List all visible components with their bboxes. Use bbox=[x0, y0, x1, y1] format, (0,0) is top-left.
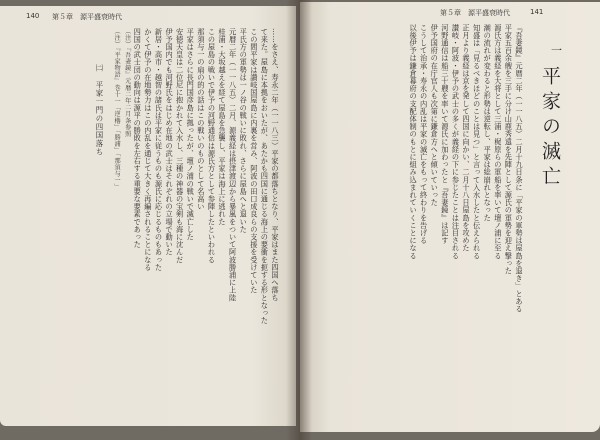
chapter-title: 平家の滅亡 bbox=[539, 66, 561, 191]
text-column: かくて伊予の在地勢力はこの内乱を通じて大きく再編されることになる bbox=[143, 28, 153, 272]
text-column: 平家はさらに長門国彦島に拠ったが、壇ノ浦の戦いで滅亡した bbox=[186, 28, 196, 241]
left-page-number: 140 bbox=[26, 12, 40, 20]
text-column: 讃岐・阿波・伊予の武士の多くが義経の下に参じたことは注目される bbox=[451, 24, 461, 260]
text-column: 源氏方は義経を大将として三浦・梶原らの軍船を率いて壇ノ浦に至る bbox=[493, 24, 503, 260]
text-column: 安徳天皇は二位尼に抱かれて入水し、三種の神器の宝剣も海に沈んだ bbox=[175, 28, 185, 264]
chapter-number: 一 bbox=[551, 44, 562, 57]
text-column: 知盛は「見るべきほどのことは見つ」と言って入水したと伝えられる bbox=[472, 24, 482, 260]
left-page bbox=[0, 6, 296, 426]
text-column: こうして治承・寿永の内乱は平家の滅亡をもって終わりを告げる bbox=[419, 24, 429, 245]
text-column: 正月より義経は京を発して四国に向かい、二月十八日屋島を攻めた bbox=[462, 24, 472, 252]
text-column: て来た。屋島に本拠をおいたが、あたかも四国に通じる海上の要衝を扼する形となった bbox=[260, 28, 270, 325]
text-column: この間平家は讃岐国屋島に内裏を営み、阿波の田口成良らの支援を受けていた bbox=[249, 28, 259, 294]
text-column: ……をさえ、寿永二年（一一八三）平家の都落ちとなり、平家はまた四国へ落ち bbox=[271, 28, 280, 302]
text-column: 那須与一の扇の的の話はこの戦いのものとして名高い bbox=[196, 28, 206, 211]
text-column: 伊予国内でも河野氏をはじめ在地の武士はそれぞれの立場で動いた bbox=[165, 28, 175, 256]
right-page bbox=[300, 2, 600, 432]
text-column: 新居・高市・越智の諸氏は平家に従うものも源氏に応じるものもあった bbox=[154, 28, 164, 272]
text-column: 潮の流れが変わると形勢は逆転し、平家は総崩れとなった bbox=[483, 24, 493, 222]
right-text-block bbox=[314, 24, 524, 418]
right-page-number: 141 bbox=[530, 8, 544, 16]
text-column: 以後伊予は鎌倉幕府の支配体制のもとに組み込まれていくことになる bbox=[409, 24, 419, 260]
right-running-title: 第５章 源平盛衰時代 bbox=[440, 9, 510, 17]
text-column: 元暦二年（一一八五）二月、源義経は摂津渡辺から暴風をついて阿波勝浦に上陸 bbox=[228, 28, 238, 302]
text-column: 桂浦・大坂越えを経て屋島を急襲し、平家は海上に逃れた bbox=[218, 28, 228, 226]
text-column: 平氏方の軍勢は一ノ谷の戦いに敗れ、さらに屋島へと退いた bbox=[239, 28, 249, 234]
text-column: 伊予国府の在庁官人も次第に鎌倉方へと傾いていった bbox=[430, 24, 440, 207]
text-column: 四国の武士団の動向は源平の勝敗を左右する重要な要素であった bbox=[133, 28, 143, 249]
footnote: （注）『吾妻鏡』元暦二年二月条参照 bbox=[123, 28, 131, 138]
text-column: 『吾妻鏡』元暦二年（一一八五）二月十九日条に「平家の軍勢は屋島を退き」とある bbox=[515, 24, 524, 313]
left-text-block bbox=[12, 28, 280, 412]
left-running-title: 第５章 源平盛衰時代 bbox=[52, 13, 122, 21]
text-column: 平家五百余艘を三手に分け山鹿秀遠を先陣として源氏の軍勢を迎え撃った bbox=[504, 24, 514, 275]
text-column: この屋島の戦いで伊予の河野通信は源氏方として参陣したといわれる bbox=[207, 28, 217, 264]
left-section-heading: ㈡ 平家一門の四国落ち bbox=[95, 64, 104, 157]
footnote: （注）『平家物語』巻十一「逆櫓」「勝浦」「那須与一」 bbox=[113, 28, 121, 191]
text-column: 河野通信は船三十艘を率いて源氏に加わったと『吾妻鏡』は記す bbox=[440, 24, 450, 245]
